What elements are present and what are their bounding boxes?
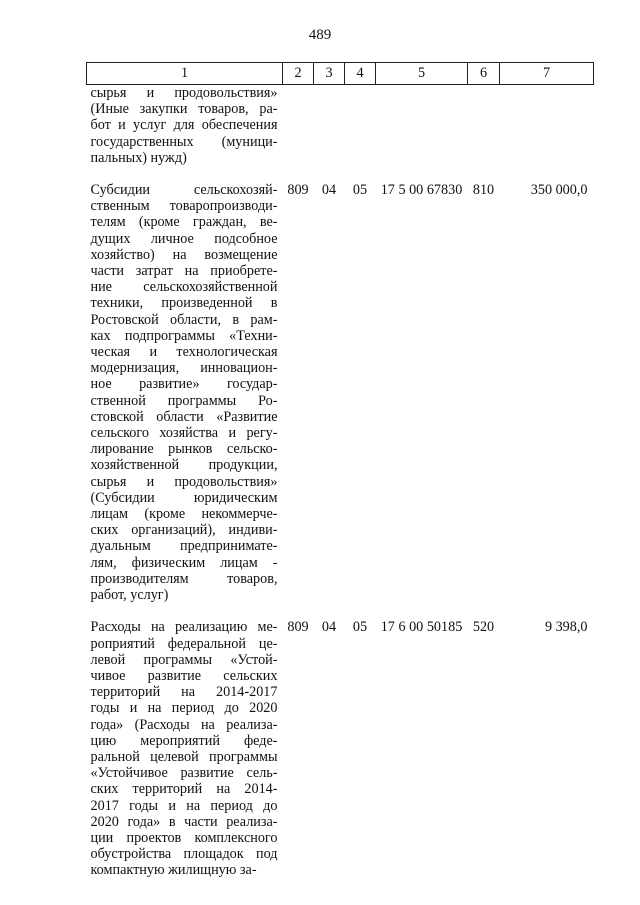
description-line: ственным товаропроизводи- [90,198,278,215]
description-line: лицам (кроме некоммерче- [90,506,278,523]
row-description [87,619,283,878]
description-line: 2017 годы и на период до [90,797,278,814]
row-description [87,182,283,603]
description-line: дуальным предпринимате- [90,538,278,555]
description-line: 2020 года» в части реализа- [90,813,278,830]
amount [500,85,594,167]
description-line: цию мероприятий феде- [90,732,278,749]
ministry-code: 809 [287,619,309,636]
description-line: техники, произведенной в [90,295,278,312]
column-header-3: 3 [314,63,345,85]
description-line: хозяйственной продукции, [90,457,278,474]
description-line: ции проектов комплексного [90,829,278,846]
description-line: производителям товаров, [90,570,278,587]
page-number: 489 [308,27,332,43]
description-line: бот и услуг для обеспечения [90,117,278,134]
description-line: обустройства площадок под [90,846,278,863]
expense-type-code: 810 [472,182,495,199]
description-line: государственных (муници- [90,133,278,150]
column-header-1: 1 [87,63,283,85]
description-line: «Устойчивое развитие сель- [90,765,278,782]
description-line: части затрат на приобрете- [90,263,278,280]
table-row [87,182,594,603]
ministry-code [283,85,314,167]
description-line: компактную жилищную за- [90,862,257,879]
description-line: года» (Расходы на реализа- [90,716,278,733]
description-line: ственной программы Ро- [90,392,278,409]
row-spacer-cell [87,166,594,182]
description-line: ческая и технологическая [90,344,278,361]
table-header-row [87,63,594,85]
description-line: (Субсидии юридическим [90,489,278,506]
description-line: территорий на 2014-2017 [90,684,278,701]
target-article-code: 17 6 00 50185 [380,619,463,636]
table-row [87,85,594,167]
description-line: модернизация, инновацион- [90,360,278,377]
description-line: телям (кроме граждан, ве- [90,214,278,231]
column-header-2: 2 [283,63,314,85]
subsection-code [345,85,376,167]
description-line: ральной целевой программы [90,748,278,765]
section-code: 04 [321,619,337,636]
description-line: ное развитие» государ- [90,376,278,393]
expense-type-code [468,85,500,167]
description-line: ках подпрограммы «Техни- [90,327,278,344]
row-spacer [87,166,594,182]
target-article-code [376,85,468,167]
description-line: годы и на период до 2020 [90,700,278,717]
description-line: сельского хозяйства и регу- [90,425,278,442]
description-line: пальных) нужд) [90,149,187,166]
ministry-code: 809 [287,182,309,199]
row-description [87,85,283,167]
table-row [87,619,594,878]
description-line: лирование рынков сельско- [90,441,278,458]
subsection-code: 05 [352,619,368,636]
description-line: ние сельскохозяйственной [90,279,278,296]
amount: 350 000,0 [530,182,588,199]
description-line: роприятий федеральной це- [90,635,278,652]
row-spacer [87,603,594,619]
description-line: Расходы на реализацию ме- [90,619,278,636]
target-article-code: 17 5 00 67830 [380,182,463,199]
description-line: лям, физическим лицам - [90,554,278,571]
description-line: работ, услуг) [90,587,169,604]
amount: 9 398,0 [544,619,588,636]
column-header-5: 5 [376,63,468,85]
section-code: 04 [321,182,337,199]
description-line: сырья и продовольствия» [90,85,278,101]
description-line: дущих личное подсобное [90,230,278,247]
description-line: сырья и продовольствия» [90,473,278,490]
description-line: Субсидии сельскохозяй- [90,182,278,199]
description-line: стовской области «Развитие [90,408,278,425]
description-line: ских территорий на 2014- [90,781,278,798]
column-header-7: 7 [500,63,594,85]
row-spacer-cell [87,603,594,619]
description-line: (Иные закупки товаров, ра- [90,101,278,118]
subsection-code: 05 [352,182,368,199]
column-header-6: 6 [468,63,500,85]
section-code [314,85,345,167]
description-line: ских организаций), индиви- [90,522,278,539]
expense-type-code: 520 [472,619,495,636]
budget-table [86,62,594,879]
description-line: Ростовской области, в рам- [90,311,278,328]
description-line: хозяйство) на возмещение [90,246,278,263]
description-line: левой программы «Устой- [90,651,278,668]
description-line: чивое развитие сельских [90,667,278,684]
table-body [87,85,594,879]
column-header-4: 4 [345,63,376,85]
